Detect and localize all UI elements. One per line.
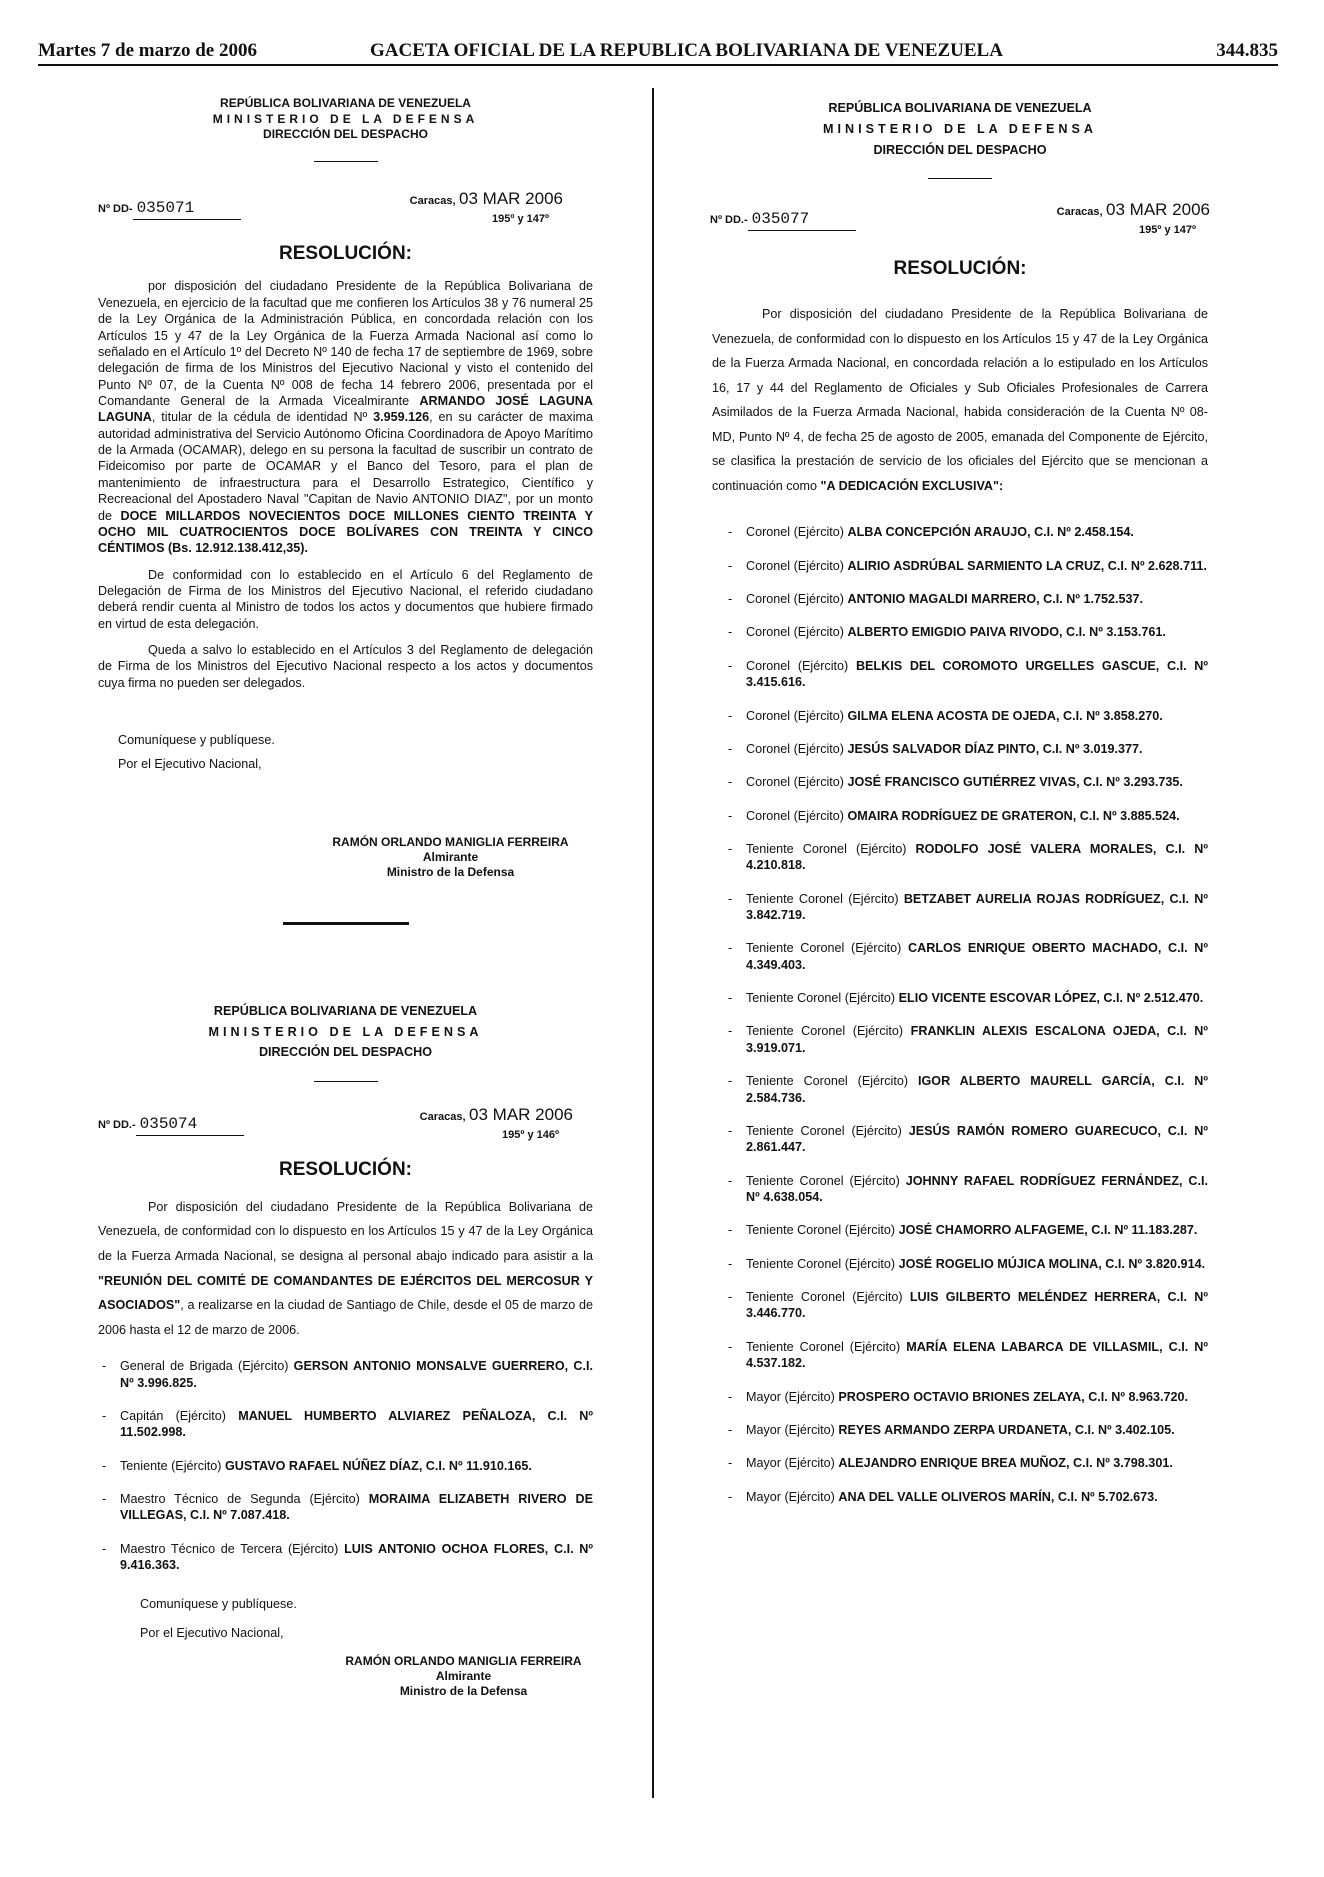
person-name: ALBA CONCEPCIÓN ARAUJO: [847, 525, 1028, 540]
list-item: - Coronel (Ejército) ALBERTO EMIGDIO PAIVA RIVODO, C.I. Nº 3.153.761.: [724, 624, 1208, 640]
person-name: RODOLFO JOSÉ VALERA MORALES: [915, 841, 1153, 856]
list-item: - General de Brigada (Ejército) GERSON ANTONIO MONSALVE GUERRERO, C.I. Nº 3.996.825.: [98, 1358, 593, 1391]
signatory-rank: Almirante: [435, 1669, 492, 1684]
closing-line: Por el Ejecutivo Nacional,: [118, 757, 262, 772]
person-name: ALBERTO EMIGDIO PAIVA RIVODO: [847, 625, 1060, 640]
person-name: ANTONIO MAGALDI MARRERO: [847, 592, 1037, 607]
heading-office: DIRECCIÓN DEL DESPACHO: [263, 127, 428, 142]
person-name: JESÚS RAMÓN ROMERO GUARECUCO: [908, 1123, 1158, 1138]
person-name: LUIS GILBERTO MELÉNDEZ HERRERA: [909, 1290, 1157, 1305]
person-name: GERSON ANTONIO MONSALVE GUERRERO: [293, 1359, 565, 1374]
person-name: ARMANDO JOSÉ LAGUNA LAGUNA: [98, 393, 593, 425]
list-item: - Coronel (Ejército) ALIRIO ASDRÚBAL SARMIENTO LA CRUZ, C.I. Nº 2.628.711.: [724, 558, 1208, 574]
person-name: FRANKLIN ALEXIS ESCALONA OJEDA: [910, 1024, 1157, 1039]
right-column: [712, 98, 1208, 1522]
resolution-heading: [98, 1001, 593, 1063]
resolution-title: RESOLUCIÓN:: [893, 258, 1027, 280]
paragraph-text: Por disposición del ciudadano Presidente de la República Bolivariana de Venezuela, de conformidad con lo dispuesto en los Artículos 15 y 47 de la Ley Orgánica de la Fuerza Armada Nacional, en concordada relación a lo estipulado en los Artículos 16, 17 y 44 del Reglamento de Oficiales y Sub Oficiales Profesionales de Carrera Asimilados de la Fuerza Armada Nacional, habida consideración de la Cuenta Nº 08-MD, Punto Nº 4, de fecha 25 de agosto de 2005, emanada del Componente de Ejército, se clasifica la prestación de servicio de los oficiales del Ejército que se mencionan a continuación como: [712, 306, 1208, 493]
person-name: MORAIMA ELIZABETH RIVERO DE VILLEGAS: [120, 1492, 594, 1523]
closing-line: Por el Ejecutivo Nacional,: [140, 1626, 284, 1641]
heading-republic: REPÚBLICA BOLIVARIANA DE VENEZUELA: [213, 1003, 478, 1018]
resolution-heading: [712, 98, 1208, 160]
list-item: - Mayor (Ejército) ANA DEL VALLE OLIVEROS MARÍN, C.I. Nº 5.702.673.: [724, 1489, 1208, 1505]
resolution-reference: [98, 188, 593, 234]
heading-office: DIRECCIÓN DEL DESPACHO: [258, 1045, 433, 1060]
divider: [928, 178, 992, 179]
paragraph-text: , en su carácter de maxima autoridad administrativa del Servicio Autónomo Oficina Coordinadora de Apoyo Marítimo de la Armada (OCAMAR), delego en su persona la facultad de suscribir un contrato de Fideicomiso por parte de OCAMAR y el Banco del Tesoro, para el plan de mantenimiento de infraestructura para el Desarrollo Estrategico, Científico y Recreacional del Apostadero Naval "Capitan de Navio ANTONIO DIAZ", por un monto de: [98, 410, 594, 523]
closing: [118, 729, 593, 777]
resolution-035071: [98, 96, 593, 880]
list-item: - Teniente Coronel (Ejército) ELIO VICENTE ESCOVAR LÓPEZ, C.I. Nº 2.512.470.: [724, 990, 1208, 1006]
years: 195º y 147º: [492, 212, 549, 225]
list-item: - Mayor (Ejército) PROSPERO OCTAVIO BRIONES ZELAYA, C.I. Nº 8.963.720.: [724, 1389, 1208, 1405]
header-page-number: 344.835: [1216, 40, 1278, 61]
person-name: LUIS ANTONIO OCHOA FLORES: [344, 1541, 545, 1556]
list-item: - Coronel (Ejército) JOSÉ FRANCISCO GUTIÉRREZ VIVAS, C.I. Nº 3.293.735.: [724, 774, 1208, 790]
person-name: ANA DEL VALLE OLIVEROS MARÍN: [838, 1489, 1051, 1504]
person-name: JOSÉ FRANCISCO GUTIÉRREZ VIVAS: [847, 775, 1077, 790]
resolution-paragraph: De conformidad con lo establecido en el Artículo 6 del Reglamento de Delegación de Firma de los Ministros del Ejecutivo Nacional, el referido ciudadano deberá rendir cuenta al Ministro de todos los actos y documentos que hubiere firmado en virtud de esta delegación.: [98, 567, 593, 631]
resolution-035074: [98, 1001, 593, 1699]
paragraph-text: Por disposición del ciudadano Presidente de la República Bolivariana de Venezuela, de conformidad con lo dispuesto en los Artículos 15 y 47 de la Ley Orgánica de la Fuerza Armada Nacional, se designa al personal abajo indicado para asistir a la: [98, 1199, 593, 1264]
signatory-name: RAMÓN ORLANDO MANIGLIA FERREIRA: [345, 1654, 582, 1669]
header-title: GACETA OFICIAL DE LA REPUBLICA BOLIVARIANA DE VENEZUELA: [370, 40, 1003, 61]
list-item: - Mayor (Ejército) ALEJANDRO ENRIQUE BREA MUÑOZ, C.I. Nº 3.798.301.: [724, 1455, 1208, 1471]
resolution-title: RESOLUCIÓN:: [279, 242, 412, 264]
person-name: BELKIS DEL COROMOTO URGELLES GASCUE: [855, 658, 1156, 673]
personnel-list: [98, 1358, 593, 1573]
heading-republic: REPÚBLICA BOLIVARIANA DE VENEZUELA: [828, 101, 1092, 115]
list-item: - Coronel (Ejército) GILMA ELENA ACOSTA DE OJEDA, C.I. Nº 3.858.270.: [724, 708, 1208, 724]
list-item: - Teniente Coronel (Ejército) JOSÉ CHAMORRO ALFAGEME, C.I. Nº 11.183.287.: [724, 1222, 1208, 1238]
heading-office: DIRECCIÓN DEL DESPACHO: [873, 142, 1047, 157]
signatory-rank: Almirante: [422, 849, 479, 864]
left-column: [98, 96, 593, 1699]
date-stamp: 03 MAR 2006: [459, 188, 563, 208]
list-item: - Teniente (Ejército) GUSTAVO RAFAEL NÚÑEZ DÍAZ, C.I. Nº 11.910.165.: [98, 1458, 593, 1474]
section-divider: [283, 922, 409, 925]
number-label: Nº DD.-: [710, 214, 748, 227]
number-value: 035074: [136, 1114, 244, 1136]
person-name: JOSÉ ROGELIO MÚJICA MOLINA: [898, 1256, 1099, 1271]
place: Caracas,: [409, 194, 456, 207]
place: Caracas,: [1056, 206, 1103, 219]
resolution-paragraph: [712, 302, 1208, 498]
list-item: - Coronel (Ejército) ANTONIO MAGALDI MARRERO, C.I. Nº 1.752.537.: [724, 591, 1208, 607]
event-name: "REUNIÓN DEL COMITÉ DE COMANDANTES DE EJÉRCITOS DEL MERCOSUR Y ASOCIADOS": [98, 1273, 593, 1313]
column-divider: [652, 88, 654, 1798]
person-name: MANUEL HUMBERTO ALVIAREZ PEÑALOZA: [238, 1408, 532, 1423]
number-value: 035071: [133, 198, 241, 220]
list-item: - Maestro Técnico de Segunda (Ejército) MORAIMA ELIZABETH RIVERO DE VILLEGAS, C.I. Nº 7.087.418.: [98, 1491, 593, 1524]
signatory-title: Ministro de la Defensa: [399, 1684, 528, 1699]
resolution-035077: [712, 98, 1208, 1505]
paragraph-text: , a realizarse en la ciudad de Santiago de Chile, desde el 05 de marzo de 2006 hasta el 12 de marzo de 2006.: [98, 1298, 593, 1337]
list-item: - Teniente Coronel (Ejército) IGOR ALBERTO MAURELL GARCÍA, C.I. Nº 2.584.736.: [724, 1073, 1208, 1106]
person-name: CARLOS ENRIQUE OBERTO MACHADO: [908, 941, 1158, 956]
person-name: OMAIRA RODRÍGUEZ DE GRATERON: [847, 808, 1073, 823]
person-name: ALIRIO ASDRÚBAL SARMIENTO LA CRUZ: [847, 558, 1101, 573]
divider: [314, 1081, 378, 1082]
heading-ministry: MINISTERIO DE LA DEFENSA: [208, 1024, 483, 1039]
place-date: [420, 1104, 573, 1142]
closing-line: Comuníquese y publíquese.: [140, 1597, 297, 1612]
list-item: - Teniente Coronel (Ejército) FRANKLIN ALEXIS ESCALONA OJEDA, C.I. Nº 3.919.071.: [724, 1023, 1208, 1056]
resolution-number: [98, 1114, 244, 1136]
years: 195º y 147º: [1139, 224, 1196, 237]
heading-ministry: MINISTERIO DE LA DEFENSA: [212, 111, 479, 126]
heading-ministry: MINISTERIO DE LA DEFENSA: [823, 121, 1097, 136]
header-date: Martes 7 de marzo de 2006: [38, 40, 257, 61]
list-item: - Teniente Coronel (Ejército) RODOLFO JOSÉ VALERA MORALES, C.I. Nº 4.210.818.: [724, 841, 1208, 874]
id-number: 3.959.126: [373, 410, 430, 425]
closing: [140, 1590, 593, 1648]
person-name: REYES ARMANDO ZERPA URDANETA: [838, 1422, 1068, 1437]
list-item: - Teniente Coronel (Ejército) MARÍA ELENA LABARCA DE VILLASMIL, C.I. Nº 4.537.182.: [724, 1339, 1208, 1372]
person-name: ALEJANDRO ENRIQUE BREA MUÑOZ: [838, 1456, 1067, 1471]
signatory-name: RAMÓN ORLANDO MANIGLIA FERREIRA: [332, 834, 569, 849]
list-item: - Maestro Técnico de Tercera (Ejército) LUIS ANTONIO OCHOA FLORES, C.I. Nº 9.416.363.: [98, 1541, 593, 1574]
amount: DOCE MILLARDOS NOVECIENTOS DOCE MILLONES CIENTO TREINTA Y OCHO MIL CUATROCIENTOS DOCE BOLÍVARES CON TREINTA Y CINCO CÉNTIMOS (Bs. 12.912.138.412,35).: [98, 508, 593, 556]
person-name: JOSÉ CHAMORRO ALFAGEME: [898, 1223, 1085, 1238]
place-date: [1057, 199, 1210, 237]
classification: "A DEDICACIÓN EXCLUSIVA":: [820, 478, 1004, 493]
closing-line: Comuníquese y publíquese.: [118, 733, 275, 748]
list-item: - Teniente Coronel (Ejército) BETZABET AURELIA ROJAS RODRÍGUEZ, C.I. Nº 3.842.719.: [724, 891, 1208, 924]
person-name: JOHNNY RAFAEL RODRÍGUEZ FERNÁNDEZ: [905, 1173, 1180, 1188]
heading-republic: REPÚBLICA BOLIVARIANA DE VENEZUELA: [220, 96, 471, 110]
page-header: [38, 40, 1278, 64]
list-item: - Teniente Coronel (Ejército) JOHNNY RAFAEL RODRÍGUEZ FERNÁNDEZ, C.I. Nº 4.638.054.: [724, 1173, 1208, 1206]
list-item: - Coronel (Ejército) JESÚS SALVADOR DÍAZ PINTO, C.I. Nº 3.019.377.: [724, 741, 1208, 757]
signature-block: [334, 1654, 593, 1699]
paragraph-text: , titular de la cédula de identidad Nº: [151, 410, 374, 425]
number-value: 035077: [748, 209, 856, 231]
resolution-number: [98, 198, 241, 220]
date-stamp: 03 MAR 2006: [1106, 200, 1210, 220]
resolution-reference: [98, 1104, 593, 1150]
person-name: JESÚS SALVADOR DÍAZ PINTO: [847, 741, 1036, 756]
list-item: - Teniente Coronel (Ejército) JOSÉ ROGELIO MÚJICA MOLINA, C.I. Nº 3.820.914.: [724, 1256, 1208, 1272]
list-item: - Teniente Coronel (Ejército) JESÚS RAMÓN ROMERO GUARECUCO, C.I. Nº 2.861.447.: [724, 1123, 1208, 1156]
person-name: IGOR ALBERTO MAURELL GARCÍA: [918, 1074, 1152, 1089]
resolution-paragraph: [98, 278, 593, 556]
resolution-heading: [98, 96, 593, 143]
list-item: - Coronel (Ejército) BELKIS DEL COROMOTO URGELLES GASCUE, C.I. Nº 3.415.616.: [724, 658, 1208, 691]
list-item: - Coronel (Ejército) OMAIRA RODRÍGUEZ DE GRATERON, C.I. Nº 3.885.524.: [724, 808, 1208, 824]
list-item: - Capitán (Ejército) MANUEL HUMBERTO ALVIAREZ PEÑALOZA, C.I. Nº 11.502.998.: [98, 1408, 593, 1441]
list-item: - Mayor (Ejército) REYES ARMANDO ZERPA URDANETA, C.I. Nº 3.402.105.: [724, 1422, 1208, 1438]
person-name: ELIO VICENTE ESCOVAR LÓPEZ: [898, 991, 1097, 1006]
resolution-number: [710, 209, 856, 231]
date-stamp: 03 MAR 2006: [469, 1105, 573, 1125]
person-name: BETZABET AURELIA ROJAS RODRÍGUEZ: [903, 891, 1161, 906]
place-date: [410, 188, 563, 226]
divider: [314, 161, 378, 162]
officers-list: [724, 524, 1208, 1505]
list-item: - Teniente Coronel (Ejército) CARLOS ENRIQUE OBERTO MACHADO, C.I. Nº 4.349.403.: [724, 940, 1208, 973]
person-name: PROSPERO OCTAVIO BRIONES ZELAYA: [838, 1389, 1082, 1404]
signature-block: [308, 835, 593, 880]
resolution-title: RESOLUCIÓN:: [279, 1159, 412, 1181]
person-name: GUSTAVO RAFAEL NÚÑEZ DÍAZ: [225, 1458, 419, 1473]
number-label: Nº DD.-: [98, 1119, 136, 1132]
signatory-title: Ministro de la Defensa: [386, 864, 515, 879]
list-item: - Teniente Coronel (Ejército) LUIS GILBERTO MELÉNDEZ HERRERA, C.I. Nº 3.446.770.: [724, 1289, 1208, 1322]
resolution-reference: [712, 199, 1208, 245]
header-rule: [38, 64, 1278, 66]
person-name: GILMA ELENA ACOSTA DE OJEDA: [847, 708, 1056, 723]
resolution-paragraph: [98, 1195, 593, 1342]
number-label: Nº DD-: [98, 202, 133, 215]
person-name: MARÍA ELENA LABARCA DE VILLASMIL: [906, 1339, 1160, 1354]
list-item: - Coronel (Ejército) ALBA CONCEPCIÓN ARAUJO, C.I. Nº 2.458.154.: [724, 524, 1208, 540]
years: 195º y 146º: [502, 1129, 559, 1142]
place: Caracas,: [419, 1111, 466, 1124]
paragraph-text: por disposición del ciudadano Presidente de la República Bolivariana de Venezuela, en ejercicio de la facultad que me confieren los Artículos 38 y 76 numeral 25 de la Ley Orgánica de la Administración Pública, en concordada relación con los Artículos 15 y 47 de la Ley Orgánica de la Fuerza Armada Nacional así como lo señalado en el Artículo 1º del Decreto Nº 140 de fecha 17 de septiembre de 1969, sobre delegación de firma de los Ministros del Ejecutivo Nacional y visto el contenido del Punto Nº 07, de la Cuenta Nº 008 de fecha 14 febrero 2006, presentada por el Comandante General de la Armada Vicealmirante: [98, 279, 593, 408]
resolution-paragraph: Queda a salvo lo establecido en el Artículos 3 del Reglamento de delegación de Firma de los Ministros del Ejecutivo Nacional respecto a los actos y documentos cuya firma no pueden ser delegados.: [98, 643, 593, 690]
